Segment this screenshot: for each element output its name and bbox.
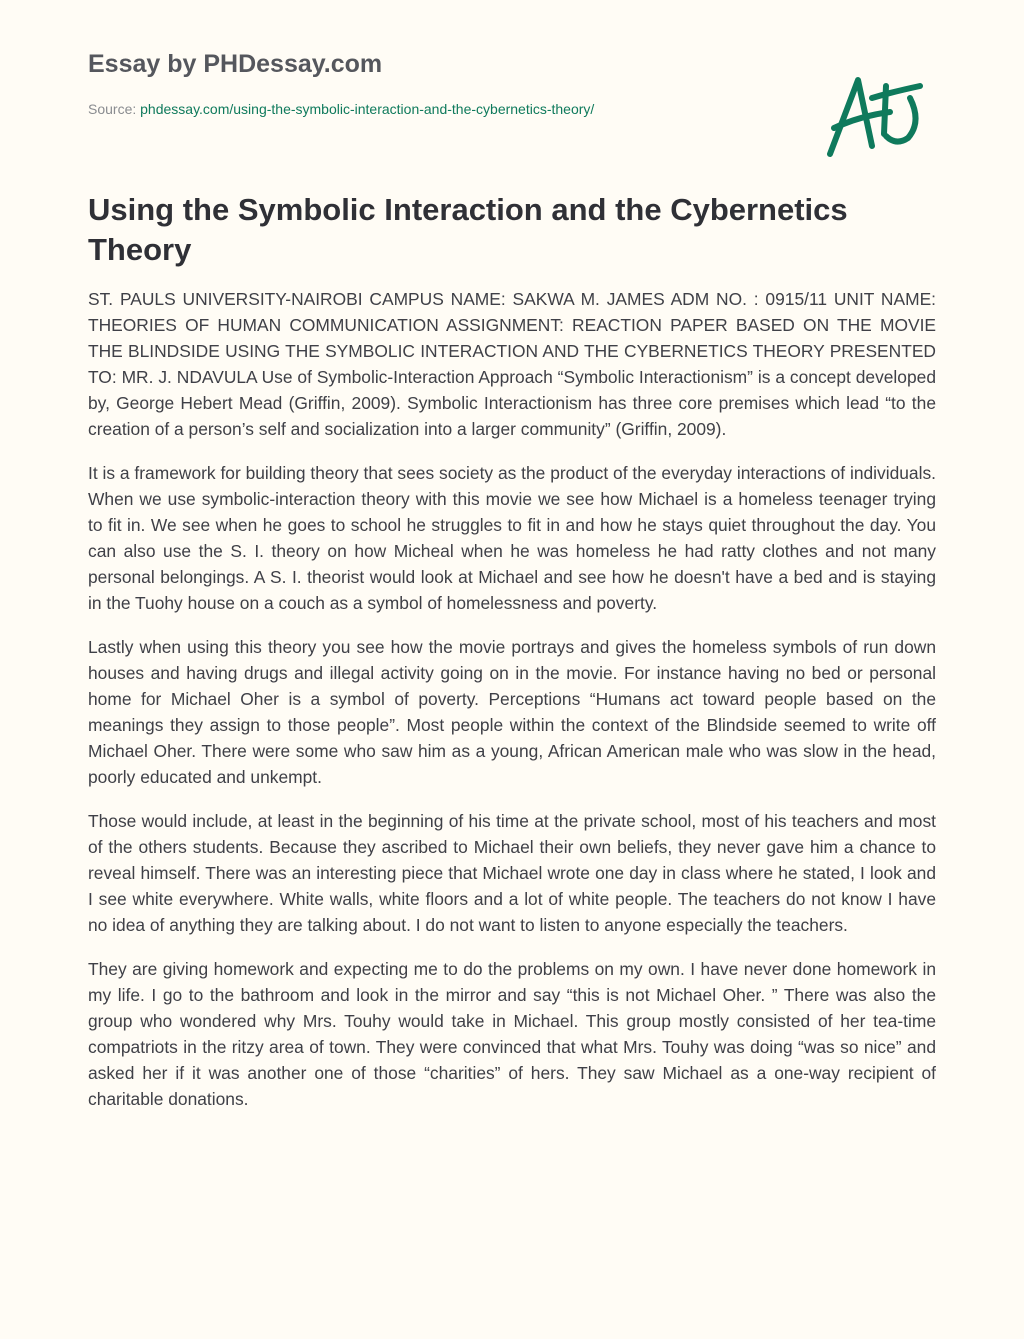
a-plus-logo-icon xyxy=(820,64,930,164)
essay-body xyxy=(88,286,936,1130)
source-label: Source: xyxy=(88,101,137,117)
source-link[interactable]: phdessay.com/using-the-symbolic-interaction-and-the-cybernetics-theory/ xyxy=(140,101,595,117)
paragraph: They are giving homework and expecting me to do the problems on my own. I have never done homework in my life. I go to the bathroom and look in the mirror and say “this is not Michael Oher. ” There was also the group who wondered why Mrs. Touhy would take in Michael. This group mostly consisted of her tea-time compatriots in the ritzy area of town. They were convinced that what Mrs. Touhy was doing “was so nice” and asked her if it was another one of those “charities” of hers. They saw Michael as a one-way recipient of charitable donations. xyxy=(88,959,936,1109)
site-brand: Essay by PHDessay.com xyxy=(88,50,383,78)
paragraph: ST. PAULS UNIVERSITY-NAIROBI CAMPUS NAME: SAKWA M. JAMES ADM NO. : 0915/11 UNIT NAME: THEORIES OF HUMAN COMMUNICATION ASSIGNMENT: REACTION PAPER BASED ON THE MOVIE THE BLINDSIDE USING THE SYMBOLIC INTERACTION AND THE CYBERNETICS THEORY PRESENTED TO: MR. J. NDAVULA Use of Symbolic-Interaction Approach “Symbolic Interactionism” is a concept developed by, George Hebert Mead (Griffin, 2009). Symbolic Interactionism has three core premises which lead “to the creation of a person’s self and socialization into a larger community” (Griffin, 2009). xyxy=(88,289,936,439)
source-line xyxy=(88,101,594,117)
paragraph: Lastly when using this theory you see how the movie portrays and gives the homeless symbols of run down houses and having drugs and illegal activity going on in the movie. For instance having no bed or personal home for Michael Oher is a symbol of poverty. Perceptions “Humans act toward people based on the meanings they assign to those people”. Most people within the context of the Blindside seemed to write off Michael Oher. There were some who saw him as a young, African American male who was slow in the head, poorly educated and unkempt. xyxy=(88,637,936,787)
paragraph: It is a framework for building theory that sees society as the product of the everyday interactions of individuals. When we use symbolic-interaction theory with this movie we see how Michael is a homeless teenager trying to fit in. We see when he goes to school he struggles to fit in and how he stays quiet throughout the day. You can also use the S. I. theory on how Micheal when he was homeless he had ratty clothes and not many personal belongings. A S. I. theorist would look at Michael and see how he doesn't have a bed and is staying in the Tuohy house on a couch as a symbol of homelessness and poverty. xyxy=(88,463,936,613)
page-title: Using the Symbolic Interaction and the Cybernetics Theory xyxy=(88,192,848,267)
paragraph: Those would include, at least in the beginning of his time at the private school, most of his teachers and most of the others students. Because they ascribed to Michael their own beliefs, they never gave him a chance to reveal himself. There was an interesting piece that Michael wrote one day in class where he stated, I look and I see white everywhere. White walls, white floors and a lot of white people. The teachers do not know I have no idea of anything they are talking about. I do not want to listen to anyone especially the teachers. xyxy=(88,811,936,935)
